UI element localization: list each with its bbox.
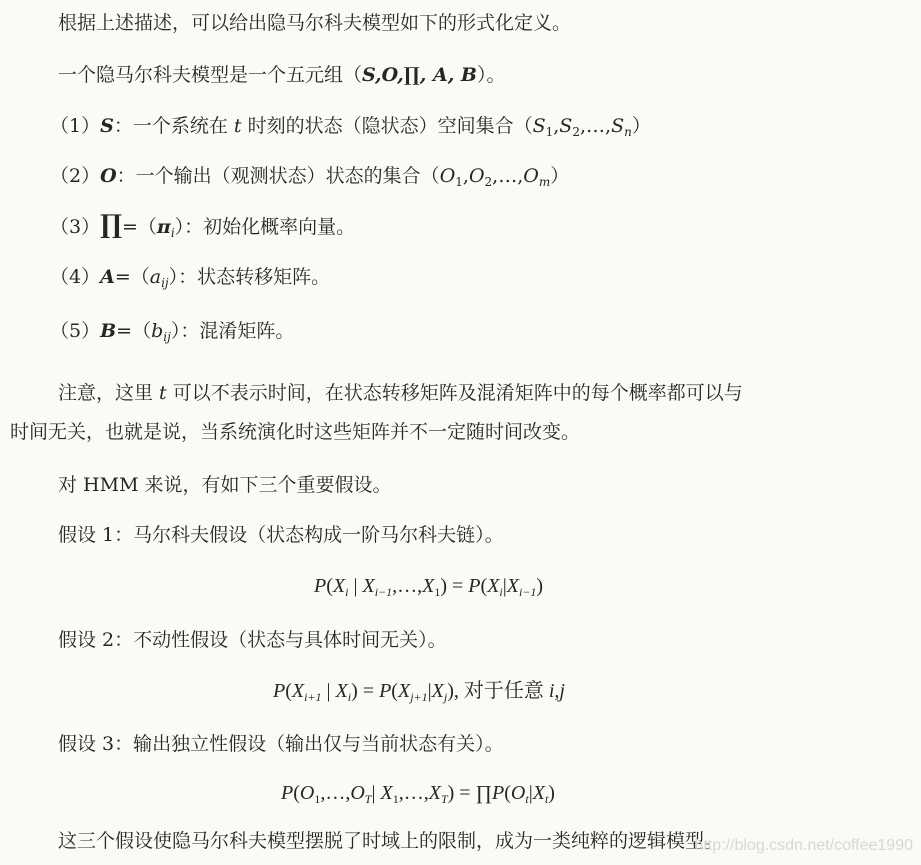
- equation-1-text: $P(X_i$ | $X_{i-1},\dots,X_1) = P(X_i|X_{i-1})$: [314, 575, 544, 599]
- tuple-paragraph: [58, 62, 506, 88]
- set-symbol: O: [439, 165, 456, 187]
- subscript: m: [538, 175, 551, 189]
- item-o: （2）O：一个输出（观测状态）状态的集合$(O_1,O_2,\dots,O_m)$: [50, 165, 570, 189]
- product-symbol: ∏: [100, 210, 122, 240]
- variable-a: a: [149, 266, 162, 288]
- subscript: n: [624, 125, 632, 139]
- note-line-1: [58, 380, 743, 406]
- symbol-s: S: [100, 115, 114, 137]
- conclusion: 这三个假设使隐马尔科夫模型摆脱了时域上的限制，成为一类纯粹的逻辑模型。: [58, 830, 724, 852]
- item-number: （2）: [50, 165, 101, 187]
- equals: =（: [114, 266, 150, 288]
- tuple-text: 一个隐马尔科夫模型是一个五元组（: [58, 64, 363, 86]
- set-symbol: O: [523, 165, 539, 187]
- equation-1: [314, 573, 543, 605]
- item-s: （1）S：一个系统在 t 时刻的状态（隐状态）空间集合$(S_1,S_2,\dots,S_n)$: [50, 115, 651, 139]
- paren-end: ）: [631, 115, 651, 137]
- item-number: （5）: [50, 320, 101, 342]
- subscript: 1: [545, 125, 554, 139]
- item-number: （1）: [50, 115, 101, 137]
- dots: ,…,: [492, 165, 524, 187]
- item-b: [50, 318, 294, 350]
- text: ）：状态转移矩阵。: [168, 266, 331, 288]
- hmm-intro: 对 HMM 来说，有如下三个重要假设。: [58, 474, 392, 496]
- subscript: 2: [484, 175, 493, 189]
- subscript: ij: [163, 330, 171, 344]
- equals: =（: [121, 216, 157, 238]
- symbol-a: A: [100, 266, 115, 288]
- text: 时刻的状态（隐状态）空间集合（: [241, 115, 533, 137]
- time-variable: t: [233, 115, 242, 137]
- equation-2-text: $P(X_{i+1}$ | $X_i) = P(X_{j+1}|X_j)$, 对于任意 i,j: [273, 680, 565, 704]
- equation-3: [281, 780, 555, 812]
- assumption-1: 假设 1：马尔科夫假设（状态构成一阶马尔科夫链）。: [58, 524, 504, 546]
- equation-3-text: $P(O_1,\dots,O_T|$ $X_1,\dots,X_T$) = $\prod P(O_t|X_t)$: [281, 782, 555, 806]
- text: 一个输出（观测状态）状态的集合（: [135, 165, 440, 187]
- item-number: （3）: [50, 216, 101, 238]
- time-variable: t: [159, 382, 167, 404]
- item-number: （4）: [50, 266, 101, 288]
- assumption-3: 假设 3：输出独立性假设（输出仅与当前状态有关）。: [58, 733, 504, 755]
- text: ）：混淆矩阵。: [170, 320, 295, 342]
- variable-b: b: [151, 320, 164, 342]
- assumption-2: 假设 2：不动性假设（状态与具体时间无关）。: [58, 629, 447, 651]
- tuple-end: ）。: [476, 64, 506, 86]
- symbol-b: B: [100, 320, 117, 342]
- set-symbol: O: [468, 165, 485, 187]
- pi-symbol: π: [156, 216, 171, 238]
- watermark: http://blog.csdn.net/coffee1990: [694, 837, 913, 854]
- colon: ：: [116, 165, 136, 187]
- text: 一个系统在: [132, 115, 234, 137]
- text: 可以不表示时间，在状态转移矩阵及混淆矩阵中的每个概率都可以与: [166, 382, 743, 404]
- set-symbol: S: [611, 115, 625, 137]
- tuple-symbols: S,O,∏, A, B: [362, 64, 477, 86]
- text: ）：初始化概率向量。: [174, 216, 356, 238]
- equation-2: [273, 678, 565, 710]
- symbol-o: O: [100, 165, 117, 187]
- colon: ：: [113, 115, 133, 137]
- equals: =（: [116, 320, 152, 342]
- item-a: [50, 264, 330, 296]
- item-pi: [50, 212, 355, 246]
- subscript: 2: [572, 125, 580, 139]
- set-symbol: S: [559, 115, 573, 137]
- dots: ,…,: [579, 115, 612, 137]
- subscript: ij: [161, 276, 169, 290]
- subscript: 1: [455, 175, 463, 189]
- set-symbol: S: [532, 115, 546, 137]
- subscript: i: [170, 226, 175, 240]
- paren-end: ）: [550, 165, 570, 187]
- intro-paragraph: 根据上述描述，可以给出隐马尔科夫模型如下的形式化定义。: [58, 12, 572, 34]
- text: 注意，这里: [58, 382, 160, 404]
- note-line-2: 时间无关，也就是说，当系统演化时这些矩阵并不一定随时间改变。: [10, 421, 581, 443]
